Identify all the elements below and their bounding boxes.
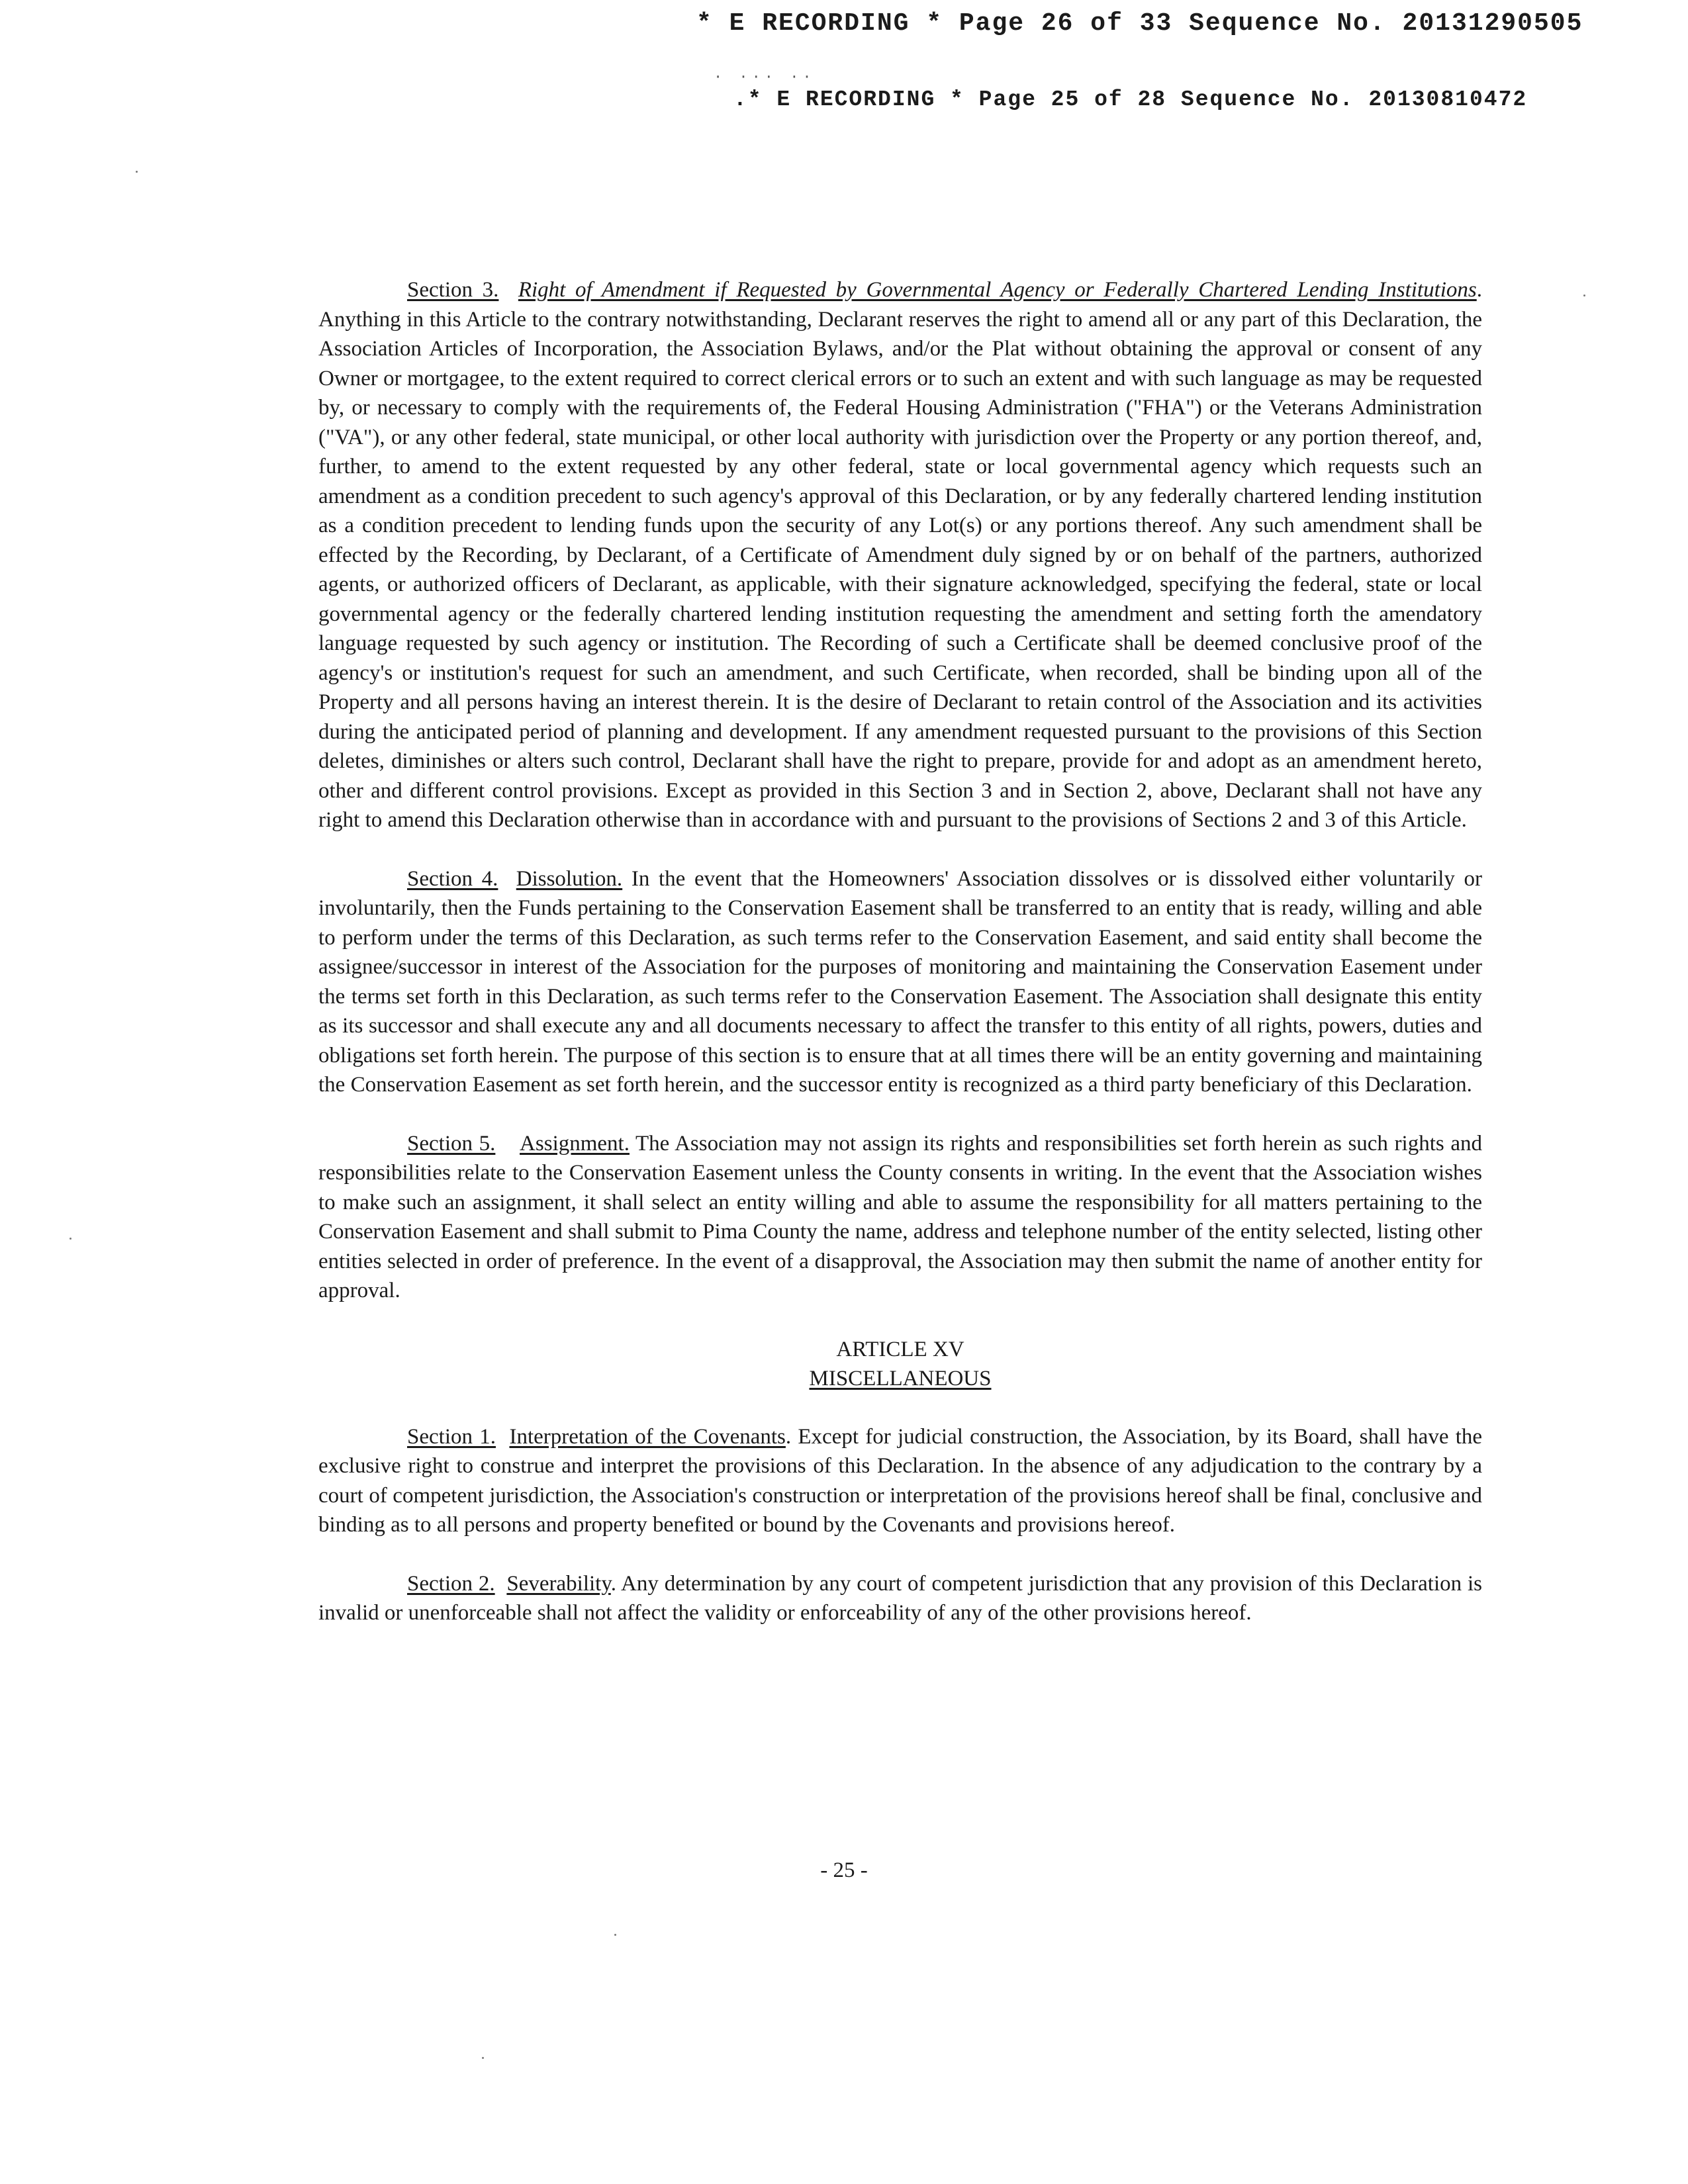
section-3-paragraph [318, 275, 1482, 835]
scan-dot [1583, 295, 1585, 296]
section-4-body: In the event that the Homeowners' Association dissolves or is dissolved either voluntarily or involuntarily, then the Funds pertaining to the Conservation Easement shall be transferred to an entity that is ready, willing and able to perform under the terms of this Declaration, as such terms refer to the Conservation Easement, and said entity shall become the assignee/successor in interest of the Association for the purposes of monitoring and maintaining the Conservation Easement under the terms set forth in this Declaration, as such terms refer to the Conservation Easement. The Association shall designate this entity as its successor and shall execute any and all documents necessary to affect the transfer to this entity of all rights, powers, duties and obligations set forth herein. The purpose of this section is to ensure that at all times there will be an entity governing and maintaining the Conservation Easement as set forth herein, and the successor entity is recognized as a third party beneficiary of this Declaration. [318, 866, 1483, 1097]
article-title: MISCELLANEOUS [809, 1366, 992, 1390]
scan-dot [70, 1238, 71, 1240]
document-body [318, 275, 1482, 1657]
section-4-title: Dissolution. [516, 866, 623, 891]
section-3-title: Right of Amendment if Requested by Governmental Agency or Federally Chartered Lending Institutions [518, 278, 1477, 302]
scan-dot [482, 2057, 484, 2059]
scan-dot [614, 1934, 616, 1936]
scan-specks: · ··· ·· [714, 69, 816, 85]
section-5-number: Section 5. [407, 1131, 496, 1156]
section-3-body: . Anything in this Article to the contrary notwithstanding, Declarant reserves the right to amend all or any part of this Declaration, the Association Articles of Incorporation, the Association Bylaws, and/or the Plat without obtaining the approval or consent of any Owner or mortgagee, to the extent required to correct clerical errors or to such an extent and with such language as may be requested by, or necessary to comply with the requirements of, the Federal Housing Administration ("FHA") or the Veterans Administration ("VA"), or any other federal, state municipal, or other local authority with jurisdiction over the Property or any portion thereof, and, further, to amend to the extent requested by any other federal, state or local governmental agency which requests such an amendment as a condition precedent to such agency's approval of this Declaration, or by any federally chartered lending institution as a condition precedent to lending funds upon the security of any Lot(s) or any portions thereof. Any such amendment shall be effected by the Recording, by Declarant, of a Certificate of Amendment duly signed by or on behalf of the partners, authorized agents, or authorized officers of Declarant, as applicable, with their signature acknowledged, specifying the federal, state or local governmental agency or the federally chartered lending institution requesting the amendment and setting forth the amendatory language requested by such agency or institution. The Recording of such a Certificate shall be deemed conclusive proof of the agency's or institution's request for such an amendment, and such Certificate, when recorded, shall be binding upon all of the Property and all persons having an interest therein. It is the desire of Declarant to retain control of the Association and its activities during the anticipated period of planning and development. If any amendment requested pursuant to the provisions of this Section deletes, diminishes or alters such control, Declarant shall have the right to prepare, provide for and adopt as an amendment hereto, other and different control provisions. Except as provided in this Section 3 and in Section 2, above, Declarant shall not have any right to amend this Declaration otherwise than in accordance with and pursuant to the provisions of Sections 2 and 3 of this Article. [318, 278, 1482, 832]
recording-stamp-second: .* E RECORDING * Page 25 of 28 Sequence No. 20130810472 [733, 87, 1528, 112]
section-5-title: Assignment. [520, 1131, 630, 1156]
page-number: - 25 - [820, 1858, 868, 1882]
section-4-number: Section 4. [407, 866, 498, 891]
misc-section-2-title: Severability [506, 1571, 611, 1596]
misc-section-1-number: Section 1. [407, 1424, 496, 1449]
scan-dot [136, 171, 138, 173]
section-3-number: Section 3. [407, 278, 499, 302]
section-5-body: The Association may not assign its rights and responsibilities set forth herein as such rights and responsibilities relate to the Conservation Easement unless the County consents in writing. In the event that the Association wishes to make such an assignment, it shall select an entity willing and able to assume the responsibility for all matters pertaining to the Conservation Easement and shall submit to Pima County the name, address and telephone number of the entity selected, listing other entities selected in order of preference. In the event of a disapproval, the Association may then submit the name of another entity for approval. [318, 1131, 1482, 1302]
section-5-paragraph [318, 1129, 1482, 1306]
article-heading [318, 1335, 1482, 1393]
misc-section-2-body: . Any determination by any court of competent jurisdiction that any provision of this Declaration is invalid or unenforceable shall not affect the validity or enforceability of any of the other provisions hereof. [318, 1571, 1483, 1625]
misc-section-1-body: . Except for judicial construction, the Association, by its Board, shall have the exclusive right to construe and interpret the provisions of this Declaration. In the absence of any adjudication to the contrary by a court of competent jurisdiction, the Association's construction or interpretation of the provisions hereof shall be final, conclusive and binding as to all persons and property benefited or bound by the Covenants and provisions hereof. [318, 1424, 1483, 1537]
misc-section-2-number: Section 2. [407, 1571, 495, 1596]
article-number: ARTICLE XV [836, 1337, 964, 1361]
misc-section-1-paragraph [318, 1422, 1482, 1540]
section-4-paragraph [318, 864, 1482, 1100]
misc-section-1-title: Interpretation of the Covenants [509, 1424, 786, 1449]
misc-section-2-paragraph [318, 1569, 1482, 1628]
recording-stamp-top: * E RECORDING * Page 26 of 33 Sequence No. 20131290505 [696, 9, 1583, 38]
